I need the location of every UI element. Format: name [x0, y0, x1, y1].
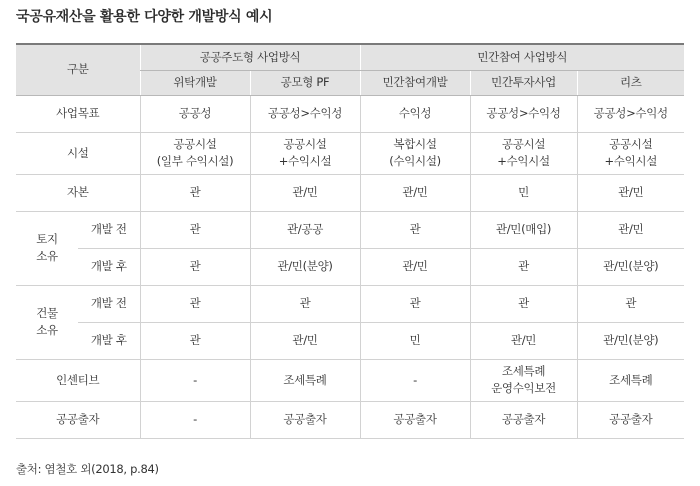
table-cell: 공공출자 [250, 401, 360, 438]
table-cell: 관/민 [360, 248, 470, 285]
row-sub-label: 개발 전 [78, 285, 140, 322]
header-col: 리츠 [577, 70, 684, 95]
table-cell: 민 [360, 322, 470, 359]
table-cell: 조세특례 [577, 359, 684, 401]
table-row [16, 95, 684, 132]
table-cell: 민 [470, 174, 577, 211]
table-cell: 관/민 [470, 322, 577, 359]
table-cell: 복합시설 (수익시설) [360, 132, 470, 174]
development-methods-table [16, 43, 684, 439]
table-cell: 조세특례 [250, 359, 360, 401]
table-cell: 관 [140, 211, 250, 248]
table-cell: 관/민(분양) [250, 248, 360, 285]
row-sub-label: 개발 후 [78, 322, 140, 359]
table-cell: 관/민(분양) [577, 322, 684, 359]
table-cell: 공공성>수익성 [250, 95, 360, 132]
table-cell: 수익성 [360, 95, 470, 132]
row-group-label: 토지 소유 [16, 211, 78, 285]
table-cell: - [140, 359, 250, 401]
table-cell: 공공시설 +수익시설 [577, 132, 684, 174]
header-col: 민간투자사업 [470, 70, 577, 95]
table-cell: 공공출자 [577, 401, 684, 438]
table-cell: 관/민(분양) [577, 248, 684, 285]
header-corner: 구분 [16, 44, 140, 95]
table-cell: 공공출자 [360, 401, 470, 438]
table-cell: - [140, 401, 250, 438]
table-cell: 공공시설 +수익시설 [250, 132, 360, 174]
table-cell: 관 [577, 285, 684, 322]
table-cell: 관/민 [577, 211, 684, 248]
table-row [16, 174, 684, 211]
table-cell: 관/민(매입) [470, 211, 577, 248]
table-row [16, 359, 684, 401]
row-label: 시설 [16, 132, 140, 174]
table-cell: - [360, 359, 470, 401]
table-row [16, 401, 684, 438]
table-cell: 관/민 [250, 174, 360, 211]
row-label: 사업목표 [16, 95, 140, 132]
header-col: 민간참여개발 [360, 70, 470, 95]
table-row [16, 285, 684, 322]
table-cell: 관/민 [360, 174, 470, 211]
table-cell: 관 [250, 285, 360, 322]
table-cell: 공공성>수익성 [577, 95, 684, 132]
table-cell: 관 [360, 285, 470, 322]
table-cell: 관 [360, 211, 470, 248]
table-cell: 관/공공 [250, 211, 360, 248]
table-cell: 관 [140, 174, 250, 211]
table-cell: 공공출자 [470, 401, 577, 438]
table-cell: 관 [470, 248, 577, 285]
table-row [16, 322, 684, 359]
table-row [16, 211, 684, 248]
table-row [16, 132, 684, 174]
source-note: 출처: 염철호 외(2018, p.84) [16, 462, 159, 476]
table-row [16, 248, 684, 285]
table-cell: 관/민 [250, 322, 360, 359]
header-col: 위탁개발 [140, 70, 250, 95]
row-label: 자본 [16, 174, 140, 211]
table-title: 국공유재산을 활용한 다양한 개발방식 예시 [16, 9, 273, 25]
table-cell: 관 [140, 248, 250, 285]
table-cell: 관 [470, 285, 577, 322]
table-cell: 관 [140, 322, 250, 359]
table-cell: 공공시설 +수익시설 [470, 132, 577, 174]
row-label: 인센티브 [16, 359, 140, 401]
header-col: 공모형 PF [250, 70, 360, 95]
table-cell: 관/민 [577, 174, 684, 211]
row-sub-label: 개발 전 [78, 211, 140, 248]
table-cell: 조세특례 운영수익보전 [470, 359, 577, 401]
row-sub-label: 개발 후 [78, 248, 140, 285]
row-label: 공공출자 [16, 401, 140, 438]
row-group-label: 건물 소유 [16, 285, 78, 359]
table-cell: 관 [140, 285, 250, 322]
table-cell: 공공성 [140, 95, 250, 132]
table-cell: 공공시설 (일부 수익시설) [140, 132, 250, 174]
table-cell: 공공성>수익성 [470, 95, 577, 132]
header-group-public: 공공주도형 사업방식 [140, 44, 360, 70]
header-group-private: 민간참여 사업방식 [360, 44, 684, 70]
